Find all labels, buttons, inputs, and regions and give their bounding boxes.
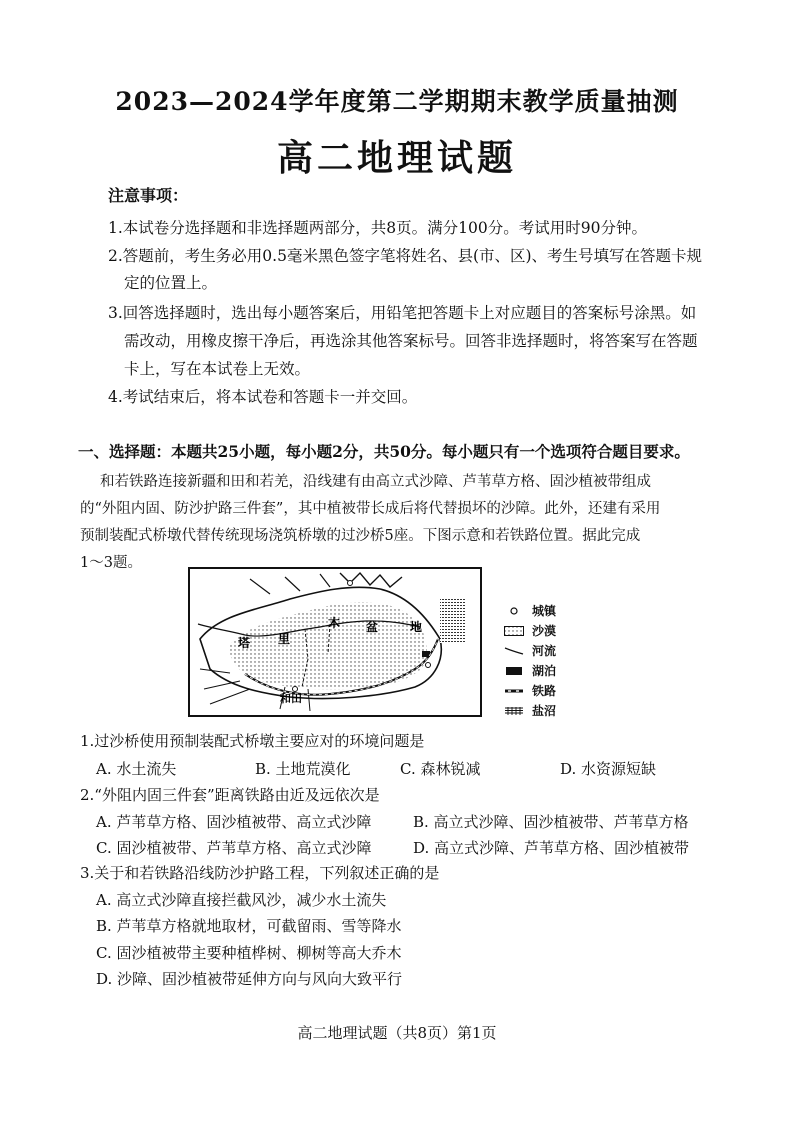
passage-line-3: 预制装配式桥墩代替传统现场浇筑桥墩的过沙桥5座。下图示意和若铁路位置。据此完成 xyxy=(80,528,641,544)
town-icon xyxy=(504,606,524,616)
legend-label-lake: 湖泊 xyxy=(532,664,557,678)
notice-item-3-cont2: 卡上，写在本试卷上无效。 xyxy=(124,360,311,378)
legend-lake xyxy=(504,662,556,679)
legend-town xyxy=(504,602,556,619)
legend-river xyxy=(504,642,556,659)
question-2-stem: 2.“外阻内固三件套”距离铁路由近及远依次是 xyxy=(80,786,380,804)
salt-marsh-icon xyxy=(504,706,524,716)
question-2-option-d: D. 高立式沙障、芦苇草方格、固沙植被带 xyxy=(413,839,690,857)
legend-label-river: 河流 xyxy=(532,644,557,658)
map-label-li: 里 xyxy=(278,632,291,646)
map-label-ta: 塔 xyxy=(238,636,251,650)
notice-heading: 注意事项： xyxy=(108,186,189,205)
exam-title-line1: 2023—2024学年度第二学期期末教学质量抽测 xyxy=(115,87,679,116)
question-3-option-b: B. 芦苇草方格就地取材，可截留雨、雪等降水 xyxy=(96,917,402,935)
river-icon xyxy=(504,646,524,656)
question-1-option-a: A. 水土流失 xyxy=(96,760,177,778)
exam-title-subject: 高二地理试题 xyxy=(276,137,517,179)
notice-item-2-cont: 定的位置上。 xyxy=(124,274,218,292)
question-3-option-d: D. 沙障、固沙植被带延伸方向与风向大致平行 xyxy=(96,970,403,988)
legend-label-town: 城镇 xyxy=(532,604,557,618)
legend-label-salt-marsh: 盐沼 xyxy=(532,704,557,718)
legend-railway xyxy=(504,682,556,699)
question-3-option-c: C. 固沙植被带主要种植桦树、柳树等高大乔木 xyxy=(96,944,402,962)
legend-desert xyxy=(504,622,556,639)
legend-label-desert: 沙漠 xyxy=(532,624,557,638)
notice-item-2: 2.答题前，考生务必用0.5毫米黑色签字笔将姓名、县(市、区)、考生号填写在答题卡规 xyxy=(108,247,703,265)
notice-item-4: 4.考试结束后，将本试卷和答题卡一并交回。 xyxy=(108,388,418,406)
desert-icon xyxy=(504,626,524,636)
legend-label-railway: 铁路 xyxy=(532,684,557,698)
legend-salt-marsh xyxy=(504,702,556,719)
map-label-di: 地 xyxy=(410,620,423,634)
passage-line-2: 的“外阻内固、防沙护路三件套”，其中植被带长成后将代替损坏的沙障。此外，还建有采用 xyxy=(80,501,661,517)
question-1-stem: 1.过沙桥使用预制装配式桥墩主要应对的环境问题是 xyxy=(80,732,425,750)
railway-location-map xyxy=(188,567,482,717)
map-label-pen: 盆 xyxy=(366,620,379,634)
section-heading: 一、选择题：本题共25小题，每小题2分，共50分。每小题只有一个选项符合题目要求。 xyxy=(78,442,690,461)
notice-item-3-cont: 需改动，用橡皮擦干净后，再选涂其他答案标号。回答非选择题时，将答案写在答题 xyxy=(124,332,698,350)
question-3-option-a: A. 高立式沙障直接拦截风沙，减少水土流失 xyxy=(96,891,387,909)
notice-item-3: 3.回答选择题时，选出每小题答案后，用铅笔把答题卡上对应题目的答案标号涂黑。如 xyxy=(108,304,697,322)
question-1-option-b: B. 土地荒漠化 xyxy=(255,760,351,778)
map-label-hetian: 和田 xyxy=(280,692,302,705)
passage-line-1: 和若铁路连接新疆和田和若羌，沿线建有由高立式沙障、芦苇草方格、固沙植被带组成 xyxy=(100,474,651,490)
page-footer: 高二地理试题（共8页）第1页 xyxy=(297,1024,497,1042)
question-1-option-c: C. 森林锐减 xyxy=(400,760,481,778)
question-1-option-d: D. 水资源短缺 xyxy=(560,760,657,778)
question-2-option-a: A. 芦苇草方格、固沙植被带、高立式沙障 xyxy=(96,813,372,831)
question-2-option-b: B. 高立式沙障、固沙植被带、芦苇草方格 xyxy=(413,813,689,831)
map-label-mu: 木 xyxy=(328,616,341,630)
notice-item-1: 1.本试卷分选择题和非选择题两部分，共8页。满分100分。考试用时90分钟。 xyxy=(108,219,647,237)
map-drawing xyxy=(190,569,480,715)
passage-line-4: 1～3题。 xyxy=(80,555,142,571)
railway-icon xyxy=(504,686,524,696)
question-3-stem: 3.关于和若铁路沿线防沙护路工程，下列叙述正确的是 xyxy=(80,864,440,882)
lake-icon xyxy=(504,666,524,676)
question-2-option-c: C. 固沙植被带、芦苇草方格、高立式沙障 xyxy=(96,839,372,857)
